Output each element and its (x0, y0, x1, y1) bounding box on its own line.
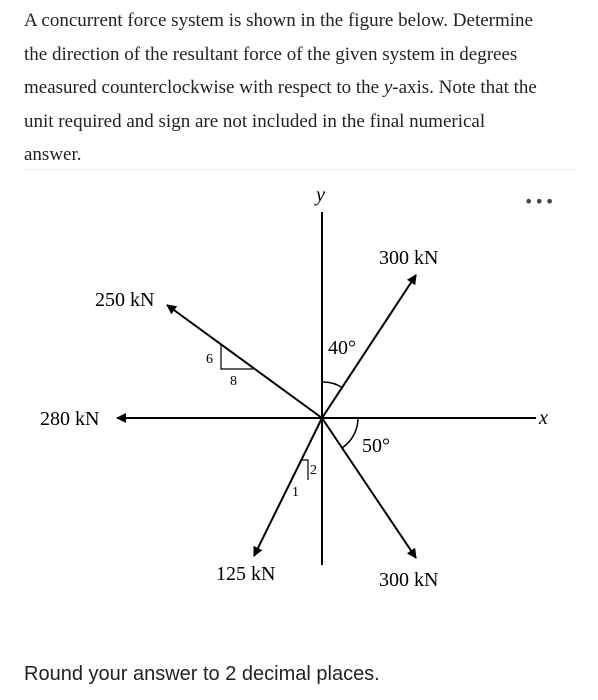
x-axis-label: x (539, 407, 548, 429)
problem-line-4: unit required and sign are not included in the final numerical (24, 110, 486, 132)
force-label-300-upper: 300 kN (379, 247, 439, 269)
problem-line-1: A concurrent force system is shown in the figure below. Determine (24, 10, 533, 31)
rounding-instruction: Round your answer to 2 decimal places. (24, 663, 380, 685)
slope-label-250-rise: 6 (206, 352, 213, 367)
angle-arc-50 (342, 418, 358, 448)
force-label-250: 250 kN (95, 289, 155, 311)
angle-arc-40 (322, 382, 343, 388)
force-250-arrow (167, 305, 322, 418)
force-label-300-lower: 300 kN (379, 569, 439, 591)
slope-label-250-run: 8 (230, 374, 237, 389)
angle-label-50: 50° (362, 435, 390, 457)
slope-label-125-run: 1 (292, 485, 299, 500)
problem-line-3: measured counterclockwise with respect to the y-axis. Note that the (24, 77, 537, 98)
force-label-125: 125 kN (216, 563, 276, 585)
slope-label-125-rise: 2 (310, 463, 317, 478)
y-axis-variable: y (383, 77, 393, 98)
angle-label-40: 40° (328, 337, 356, 359)
slope-triangle-125 (300, 460, 308, 480)
more-horizontal-icon: ••• (524, 192, 556, 211)
force-125-arrow (254, 418, 322, 556)
force-label-280: 280 kN (40, 408, 100, 430)
y-axis-label: y (316, 184, 325, 206)
problem-line-2: the direction of the resultant force of the given system in degrees (24, 43, 518, 65)
problem-line-5: answer. (24, 144, 82, 165)
